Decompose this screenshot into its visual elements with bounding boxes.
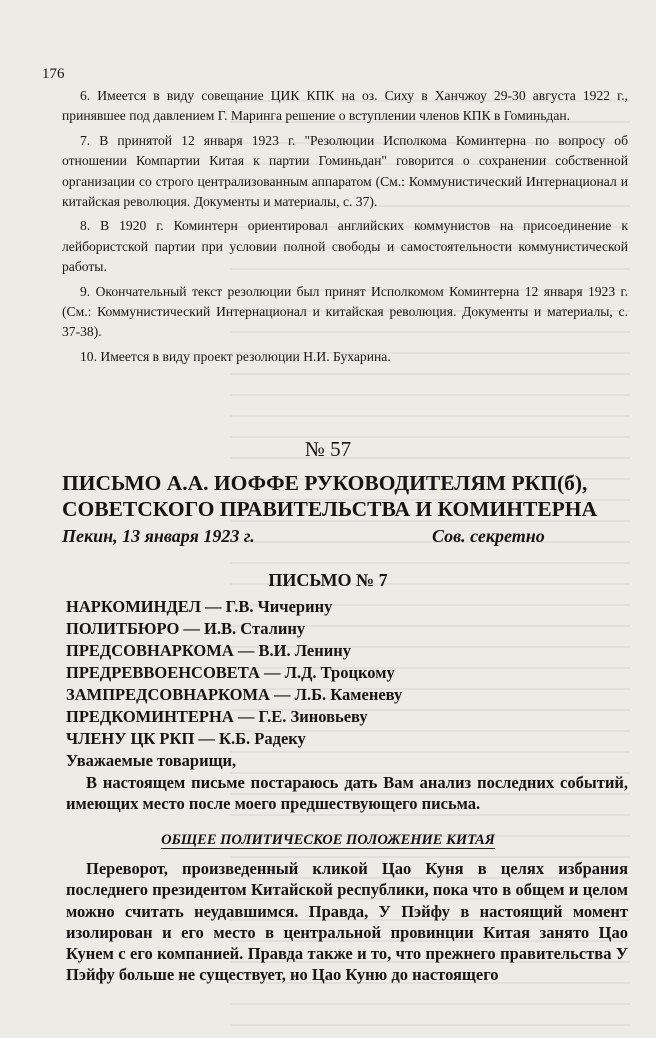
intro-paragraph: В настоящем письме постараюсь дать Вам анализ последних событий, имеющих место после моего предшествующего письма. bbox=[66, 773, 628, 813]
title-line-2: СОВЕТСКОГО ПРАВИТЕЛЬСТВА И КОМИНТЕРНА bbox=[62, 497, 598, 521]
document-number: № 57 bbox=[304, 437, 352, 461]
endnote-6: 6. Имеется в виду совещание ЦИК КПК на оз. Сиху в Ханчжоу 29-30 августа 1922 г., принявшее под давлением Г. Маринга решение о вступлении членов КПК в Гоминьдан. bbox=[62, 88, 628, 124]
addressee: НАРКОМИНДЕЛ — Г.В. Чичерину bbox=[66, 597, 333, 616]
place-date: Пекин, 13 января 1923 г. bbox=[62, 526, 255, 546]
endnotes bbox=[62, 86, 628, 371]
addressee: ПОЛИТБЮРО — И.В. Сталину bbox=[66, 619, 306, 638]
title-line-1: ПИСЬМО А.А. ИОФФЕ РУКОВОДИТЕЛЯМ РКП(б), bbox=[62, 471, 588, 495]
addressee-list bbox=[66, 596, 402, 750]
page-number: 176 bbox=[42, 66, 65, 82]
addressee: ЗАМПРЕДСОВНАРКОМА — Л.Б. Каменеву bbox=[66, 685, 403, 704]
addressee: ЧЛЕНУ ЦК РКП — К.Б. Радеку bbox=[66, 729, 306, 748]
addressee: ПРЕДРЕВВОЕНСОВЕТА — Л.Д. Троцкому bbox=[66, 663, 395, 682]
addressee: ПРЕДСОВНАРКОМА — В.И. Ленину bbox=[66, 641, 351, 660]
endnote-7: 7. В принятой 12 января 1923 г. "Резолюции Исполкома Коминтерна по вопросу об отношении Компартии Китая к партии Гоминьдан" говорится о сохранении собственной организации со строго централизованным аппаратом (См.: Коммунистический Интернационал и китайская революция. Документы и материалы, с. 37). bbox=[62, 132, 628, 210]
section-heading bbox=[0, 832, 656, 849]
section-heading-text: ОБЩЕЕ ПОЛИТИЧЕСКОЕ ПОЛОЖЕНИЕ КИТАЯ bbox=[161, 832, 495, 848]
body-paragraph: Переворот, произведенный кликой Цао Куня в целях избрания последнего президентом Китайской республики, пока что в общем и целом можно считать неудавшимся. Правда, У Пэйфу в настоящий момент изолирован и его место в центральной провинции Китая занято Цао Кунем с его компанией. Правда также и то, что прежнего правительства У Пэйфу больше не существует, но Цао Куню до настоящего bbox=[66, 859, 628, 985]
endnote-10: 10. Имеется в виду проект резолюции Н.И. Бухарина. bbox=[80, 348, 391, 364]
addressee: ПРЕДКОМИНТЕРНА — Г.Е. Зиновьеву bbox=[66, 707, 368, 726]
document-title bbox=[62, 470, 628, 522]
endnote-9: 9. Окончательный текст резолюции был принят Исполкомом Коминтерна 12 января 1923 г. (См.: Коммунистический Интернационал и китайская революция. Документы и материалы, с. 37-38). bbox=[62, 283, 628, 340]
letter-label: ПИСЬМО № 7 bbox=[268, 570, 388, 590]
greeting: Уважаемые товарищи, bbox=[66, 751, 237, 770]
classification: Сов. секретно bbox=[432, 526, 545, 546]
endnote-8: 8. В 1920 г. Коминтерн ориентировал английских коммунистов на присоединение к лейбористской партии при условии полной свободы и самостоятельности коммунистической работы. bbox=[62, 218, 628, 275]
